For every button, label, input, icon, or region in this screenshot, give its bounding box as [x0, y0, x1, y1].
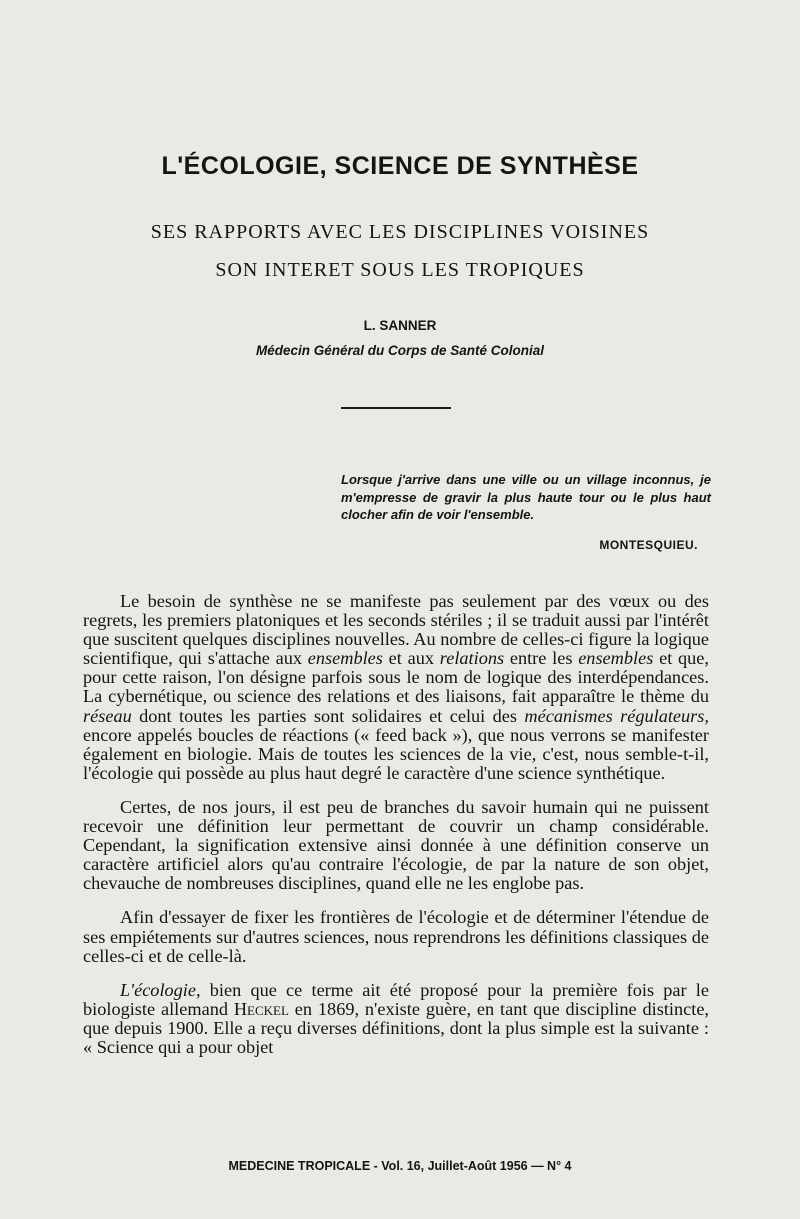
paragraph-4 [83, 981, 709, 1057]
p4-name-heckel: Heckel [233, 998, 289, 1019]
article-subtitle-1: SES RAPPORTS AVEC LES DISCIPLINES VOISINES [150, 221, 650, 243]
article-body [83, 592, 709, 1057]
epigraph-author: MONTESQUIEU. [599, 538, 698, 552]
article-title: L'ÉCOLOGIE, SCIENCE DE SYNTHÈSE [161, 152, 639, 180]
paragraph-3: Afin d'essayer de fixer les frontières de l'écologie et de déterminer l'étendue de ses empiétements sur d'autres sciences, nous reprendrons les définitions classiques de celles-ci et de celle-là. [83, 907, 709, 966]
p1-text-d: et que, pour cette raison, l'on désigne parfois sous le nom de logique des interdépendances. La cybernétique, ou science des relations et des liaisons, fait apparaître le thème du [83, 648, 709, 707]
p1-emphasis-ensembles: ensembles [307, 648, 383, 669]
p1-emphasis-mecanismes: mécanismes régulateurs, [524, 705, 709, 726]
p1-text-c: entre les [504, 648, 579, 669]
p1-text-a: Le besoin de synthèse ne se manifeste pas seulement par des vœux ou des regrets, les premiers platoniques et les seconds stériles ; il se traduit aussi par l'intérêt que suscitent quelques disciplines nouvelles. Au nombre de celles-ci figure la logique scientifique, qui s'attache aux [83, 591, 709, 669]
p4-text-b: en 1869, n'existe guère, en tant que discipline distincte, que depuis 1900. Elle a reçu diverses définitions, dont la plus simple est la suivante : « Science qui a pour objet [83, 998, 710, 1057]
p1-text-b: et aux [382, 648, 440, 669]
p1-text-f: encore appelés boucles de réactions (« feed back »), que nous verrons se manifester également en biologie. Mais de toutes les sciences de la vie, c'est, nous semble-t-il, l'écologie qui possède au plus haut degré le caractère d'une science synthétique. [83, 724, 709, 783]
article-subtitle-2: SON INTERET SOUS LES TROPIQUES [215, 259, 585, 281]
paragraph-2: Certes, de nos jours, il est peu de branches du savoir humain qui ne puissent recevoir une définition leur permettant de couvrir un champ considérable. Cependant, la signification extensive ainsi donnée à une définition conserve un caractère artificiel alors qu'au contraire l'écologie, de par la nature de son objet, chevauche de nombreuses disciplines, quand elle ne les englobe pas. [83, 796, 709, 894]
p4-emphasis-ecologie: L'écologie, [120, 979, 201, 1000]
p1-emphasis-ensembles-2: ensembles [578, 648, 654, 669]
author-name: L. SANNER [363, 318, 437, 333]
author-affiliation: Médecin Général du Corps de Santé Colonial [255, 343, 545, 358]
journal-footer: MEDECINE TROPICALE - Vol. 16, Juillet-Août 1956 — N° 4 [228, 1159, 572, 1173]
p1-emphasis-reseau: réseau [83, 705, 132, 726]
epigraph-quote: Lorsque j'arrive dans une ville ou un village inconnus, je m'empresse de gravir la plus haute tour ou le plus haut clocher afin de voir l'ensemble. [341, 472, 711, 522]
p4-text-a: bien que ce terme ait été proposé pour la première fois par le biologiste allemand [83, 979, 709, 1019]
p1-text-e: dont toutes les parties sont solidaires et celui des [131, 705, 525, 726]
p1-emphasis-relations: relations [439, 648, 505, 669]
title-separator-rule [341, 407, 451, 409]
paragraph-1 [83, 592, 709, 783]
